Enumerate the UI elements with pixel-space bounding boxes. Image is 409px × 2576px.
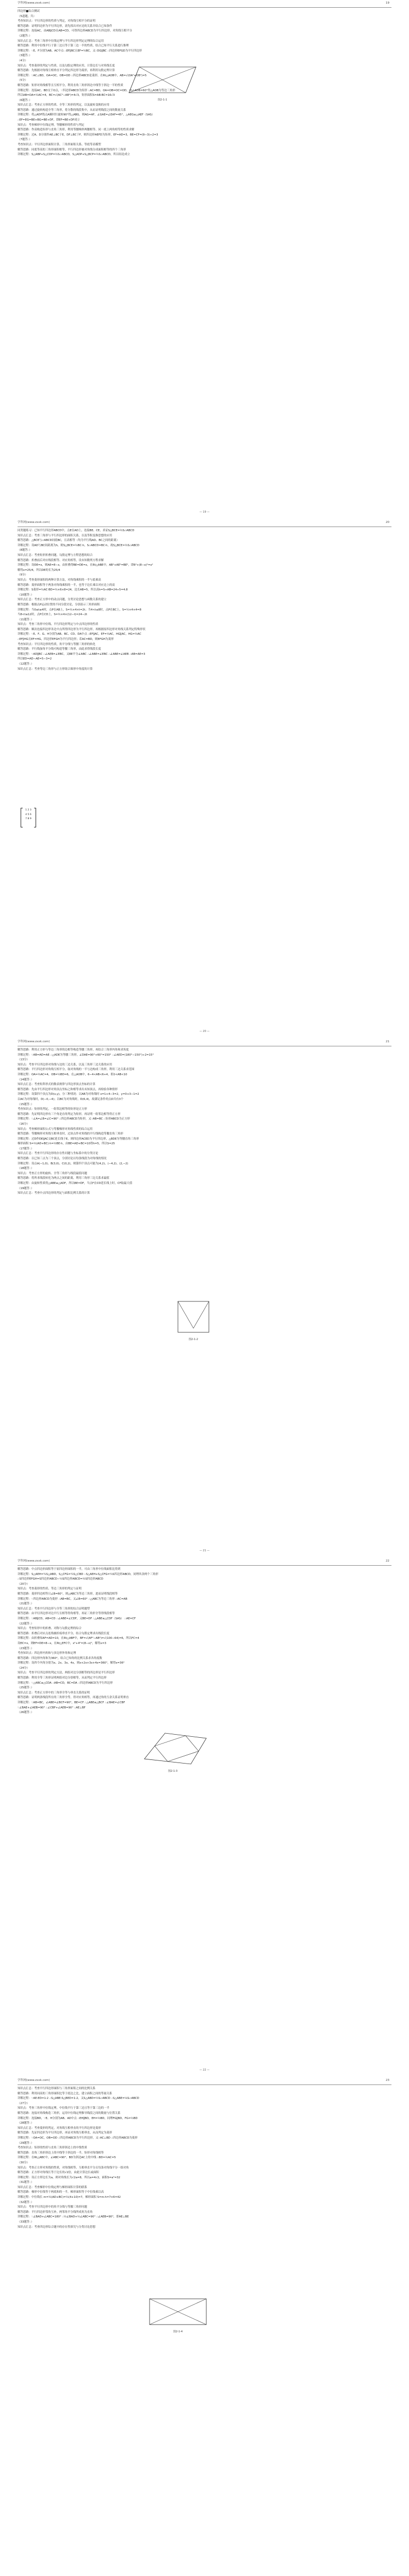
text-line: 解答思路：利用中位线平行于第三边且等于第三边一半的性质，结合已知平行关系进行推理 [18,44,129,48]
text-line: （9分） [18,573,28,577]
text-line: 详解过程：∵E、F分别为AB、AC中点 ∴EF∥BC且EF=½BC，又∵DG∥BC ∴四边形EFGD为平行四边形 [18,49,142,53]
text-line: 详解过程：连接AC、BD交于O点，∵四边形ABCD为矩形 ∴AC=BD，OA=OB=OC=OD，由∠AOB=60°得△AOB为等边三角形 [18,89,175,92]
text-line: （3题答：） [18,54,32,58]
text-line: 详解过程：设DE=x，则AE=8−x，由折叠得BE=DE=x，在Rt△ABE中，AB²+AE²=BE²，即6²+(8−x)²=x² [18,564,153,567]
text-line: 详解过程：∵∠BAD+∠ABC=180° ∴½∠BAD+½∠ABC=90° ∴∠AEB=90°，即AE⊥BE [18,2215,129,2219]
text-line: 详解过程：过D作DE∥AC交BC延长线于E，则四边形ACED为平行四边形，△BDE为等腰直角三角形 [18,1137,139,1141]
text-line: 知识点汇总：考查等边三角形与正方形组合图形中角度的计算 [18,667,93,671]
text-line: 知识点：考查平行四边形的判定方法，两组对边分别相等的四边形是平行四边形 [18,1671,115,1675]
text-line: 详解过程：∵OA=OC，OB=OD ∴四边形ABCD为平行四边形，又∵AC⊥BD ∴四边形ABCD为菱形 [18,2136,138,2140]
page-23 [0,2077,409,2576]
text-line: 当8<t≤12时，点P在CD上，S=½×4×(12−t)=24−2t [18,613,88,617]
text-line: （5分） [18,79,28,82]
text-line: 梯形面积 S=½(AD+BC)·h=½BE·h，由BE=AD+BC=10得h=5，所以S=25 [18,1142,115,1146]
text-line: 解答思路：中点四边形面积等于原四边形面积的一半，可由三角形中位线面积比得到 [18,1568,121,1571]
page-19 [0,0,409,519]
text-line: 知识点汇总：考查矩形折叠问题，勾股定理与方程思想的结合 [18,553,93,557]
text-line: ∴S四边形EFGH=S四边形ABCD−½S四边形ABCD=½S四边形ABCD [18,1578,104,1581]
text-line: 详解过程：S△AEH=¼S△ABD，S△CFG=¼S△CBD ∴S△AEH+S△CFG=¼S四边形ABCD，同理其余两个三角形 [18,1572,158,1576]
text-line: 解答思路：平行四边形对角线互相平分，取对角线的一半与边构成三角形，利用三边关系求范围 [18,1068,135,1072]
text-line: 知识点汇总：考查三角形与平行四边形的面积关系，以及等积变换思想的应用 [18,534,112,537]
page-body [18,1567,391,1716]
text-line: 详解过程：∵四边形ABCD为菱形 ∴AB=BC，又∠B=60° ∴△ABC为等边三角形 ∴AC=AB [18,1597,127,1601]
text-line: 解答思路：菱形面积等于两条对角线乘积的一半，也等于边长乘以对应边上的高 [18,583,115,587]
parallelogram-diagram [124,62,201,98]
text-line: 同类题练习：已知平行四边形ABCD中，点E在AD上，连接BE、CE，求证S△BCE=½S▱ABCD [18,529,135,532]
text-line: 解答思路：同底等高的三角形面积相等，平行四边形被对角线分成面积相等的四个三角形 [18,148,126,151]
text-line: （30分） [18,2161,30,2164]
text-line: 考查知识点：矩形的性质与直角三角形斜边上的中线性质 [18,2146,87,2150]
text-line: 详解过程：∵AB=AD=AE ∴△ADE为等腰三角形，∠DAE=90°+60°=150° ∴∠AED=(180°−150°)÷2=15° [18,1053,154,1057]
matrix-right-bracket [34,808,36,827]
text-line: 解答思路：折叠后对应点连线被折痕垂直平分，结合勾股定理求出线段长度 [18,1632,109,1635]
page-number: 23 [385,2079,389,2082]
text-line: 解答思路：菱形四边相等且∠B=60°，则△ABC为等边三角形，进而证明线段相等 [18,1592,118,1596]
text-line: 四边形■综合测试 [18,10,40,13]
text-line: （31题答：） [18,2181,34,2184]
text-line: 详解过程：∵AB∥CD，AB=CD ∴∠ABE=∠CDF，又BE=DF ∴△ABE≌△CDF（SAS） ∴AE=CF [18,1617,136,1620]
text-line: 详解过程：将△ADF绕点A顺时针旋转90°得△ABG，则AG=AF，∠GAE=∠EAF=45°，△AEG≌△AEF（SAS） [18,113,155,117]
text-line: （10题答：） [18,593,34,597]
text-line: 解答思路：证明四边形为平行四边形，需先找出对应边的关系并结合已知条件 [18,24,112,28]
matrix-row: 1 2 3 [25,809,31,811]
text-line: 解答思路：正方形对角线长等于边长的√2倍，由此计算边长或面积 [18,2171,99,2175]
text-line: 知识点：考查矩形中的折叠、对称与勾股定理的综合 [18,1627,81,1631]
text-line: （7题答：） [18,138,32,142]
text-line: 解答思路：将所求线段转化为两点之间的距离，利用三角形三边关系求最值 [18,1177,109,1180]
text-line: 详解过程：∵AD∥BC ∴∠AEB=∠EBC，又BE平分∠ABC ∴∠ABE=∠EBC ∴∠ABE=∠AEB ∴AB=AE=3 [18,652,145,656]
page-number: 20 [385,521,389,524]
brand-label: 学科网(www.zxxk.com) [18,1560,50,1563]
text-line: 详解过程：连接BD，∵E、H分别为AB、AD中点 ∴EH∥BD，EH=½BD，同理FG∥BD，FG=½BD [18,2116,138,2120]
text-line: 解答思路：由平行四边形对边平行且相等得角相等，再证三角形全等得线段相等 [18,1612,115,1616]
text-line: 解答思路：利用正方形与等边三角形的边相等构造等腰三角形，再结合三角形内角和求角度 [18,1048,129,1052]
matrix-row: 7 8 9 [25,818,31,820]
text-line: 知识点：考查正方形的旋转、全等三角形与线段最值问题 [18,1172,87,1175]
page-footer: — 22 — [199,2069,210,2072]
square-triangle-figure [155,1296,232,1342]
text-line: 考查知识点：平行四边形的性质，角平分线与等腰三角形的转化 [18,642,95,646]
text-line: 详解过程：连接AC，由AB∥CD且AB=CD，可得四边形ABCD为平行四边形，对角线互相平分 [18,29,133,33]
figure-caption: 图2-1-4 [173,2330,183,2333]
page-body [18,529,391,672]
quadrilateral-diagram [134,1728,211,1769]
text-line: 详解过程：由折叠知AF=AD=10，在Rt△ABF中，BF=√(AF²−AB²)=√(100−64)=6，所以FC=4 [18,1637,139,1640]
matrix-row: 4 5 6 [25,813,31,816]
text-line: （23题答：） [18,1647,34,1650]
page-body [18,2087,391,2230]
text-line: ∵∠BAE+∠AEB=90° ∴∠CBF+∠AEB=90° ∴AE⊥BF [18,1706,86,1709]
text-line: 知识点：考查平行四边形中的角平分线与等腰三角形问题 [18,2206,87,2209]
text-line: 详解过程：当0≤t≤4时，点P在AB上，S=½×4×t=2t；当4<t≤8时，点P在BC上，S=½×4×4=8 [18,608,141,612]
text-line: （13分） [18,1058,30,1062]
text-line: 知识点：考查梯形中位线定理，等腰梯形的性质与判定 [18,123,85,127]
text-line: 解答思路：通过旋转构造全等三角形，将分散的线段集中，从而证明线段之间的数量关系 [18,108,126,112]
text-line: 知识点汇总：考查正方形的性质、全等三角形的判定，以及旋转变换的应用 [18,104,109,107]
text-line: （20分） [18,1582,30,1586]
text-line: （2题答：） [18,34,32,38]
page-20 [0,519,409,1039]
text-line: 解答思路：作高构造矩形与直角三角形，利用等腰梯形两腰相等、同一底上两角相等的性质求解 [18,128,135,132]
text-line: 解答思路：根据点P运动位置的不同分段讨论，分别表示三角形面积 [18,603,100,606]
text-line: 解答思路：利用同高的三角形面积比等于底边之比，建立面积之间的等量关系 [18,2092,112,2095]
text-line: 解答思路：以已知三点为三个顶点，分别讨论以每条线段为对角线的情况 [18,1157,107,1161]
text-line: （5道题，共） [18,14,36,18]
quadrilateral-figure [134,1728,211,1773]
brand-label: 学科网(www.zxxk.com) [18,1040,50,1043]
text-line: （17题答：） [18,1147,34,1150]
text-line: 解答思路：顺次连接四边形各边中点所得四边形为平行四边形，再根据原四边形对角线关系判定特殊形状 [18,628,145,631]
text-line: （18题答：） [18,1167,34,1171]
brand-label: 学科网(www.zxxk.com) [18,521,50,524]
number-matrix [21,808,36,827]
text-line: （12题答：） [18,663,34,666]
text-line: 所以AB=OA=½AC=4，BC=√(AC²−AB²)=4√3，矩形面积S=AB·BC=16√3 [18,94,115,97]
text-line: 知识点：考查菱形的判定与性质，以及勾股定理的应用，计算边长与对角线长度 [18,64,115,67]
text-line: 详解过程：设第四个顶点为D(x,y)，分三种情况：以AB为对角线时 x=1+4−3=2，y=0+3−1=2 [18,1093,139,1096]
text-line: （32题答：） [18,2200,34,2204]
page-header [18,2077,391,2085]
matrix-rows [24,808,33,822]
text-line: 详解过程：∵∠A=∠B=∠C=90° ∴四边形ABCD为矩形，又∵AB=BC ∴矩形ABCD为正方形 [18,1117,130,1121]
text-line: 解答思路：直角三角形斜边上的中线等于斜边的一半，矩形对角线相等 [18,2151,104,2155]
rectangle-figure [139,2294,217,2334]
text-line: （21题答：） [18,1602,34,1606]
text-line: 知识点：考查三角形中位线定理，中位线平行于第三边且等于第三边的一半 [18,2107,109,2110]
text-line: 知识点：考查正方形对角线的性质，对角线相等、互相垂直平分且每条对角线平分一组对角 [18,2166,129,2170]
text-line: 知识点汇总：考查梯形中位线定理与梯形面积计算的联系 [18,2185,87,2189]
text-line: （8题答：） [18,549,32,552]
page-header [18,1039,391,1046]
text-line: 知识点：考查菱形的性质、等边三角形的判定与证明 [18,1587,81,1591]
text-line: 详解过程：∵E、F、G、H分别为AB、BC、CD、DA中点 ∴EF∥AC，EF=½AC，HG∥AC，HG=½AC [18,633,141,636]
page-22 [0,1558,409,2077]
page-header [18,1558,391,1566]
brand-label: 学科网(www.zxxk.com) [18,2,50,5]
page-footer: — 19 — [199,511,210,514]
text-line: 所以ED=AD−AE=5−3=2 [18,657,52,661]
text-line: 知识点：考查梯形面积公式与等腰梯形对角线性质的综合运用 [18,1127,93,1131]
text-line: 详解过程：∵AE:ED=1:2 ∴S△ABE:S△BED=1:2，又S△ABD=½S▱ABCD ∴S△ABE=⅙S▱ABCD [18,2097,139,2100]
text-line: 解答思路：四边形内角和为360°，结合已知角的比例关系求各角度数 [18,1656,102,1660]
rectangle-diagram [139,2294,217,2330]
page-21 [0,1039,409,1558]
text-line: 知识点：考查菱形面积的两种计算方法，对角线乘积的一半与底乘高 [18,578,101,582]
text-line: （4分） [18,59,28,62]
text-line: 详解过程：S△ABP+S△CDP=½S▱ABCD，S△ADP+S△BCP=½S▱ABCD，所以结论成立 [18,153,130,157]
text-line: （16分） [18,1122,30,1126]
text-line: （6题答：） [18,98,32,102]
text-line: 知识点汇总：考查平行四边形的存在性问题与坐标系中的分类讨论 [18,1152,99,1156]
text-line: 解答思路：证明两条线段所在的三角形全等，得对应角相等，再通过角的互余关系证明垂直 [18,1696,129,1700]
text-line: 解答思路：利用全等三角形证明两组对边分别相等，从而判定平行四边形 [18,1676,107,1680]
text-line: 详解过程：过A、D分别作AE⊥BC于E，DF⊥BC于F，则四边形AEFD为矩形，EF=AD=3，BE=CF=(9−3)÷2=3 [18,133,158,137]
text-line: 详解过程：∵AC⊥BD，OA=OC，OB=OD ∴四边形ABCD是菱形，在Rt△AOB中，AB=√(OA²+OB²)=5 [18,74,147,77]
brand-label: 学科网(www.zxxk.com) [18,2079,50,2082]
text-line: 解答思路：矩形对角线相等且互相平分，利用直角三角形斜边中线等于斜边一半的性质 [18,83,123,87]
text-line: 知识点汇总：考查平行四边形与全等三角形的综合证明题型 [18,1607,90,1611]
page-footer: — 20 — [199,1030,210,1033]
text-line: 知识点汇总：考查三角形中位线定理与平行四边形判定定理的综合运用 [18,39,104,43]
text-line: 详解过程：在Rt△ABC中，∠ABC=90°，BD为斜边AC上的中线 ∴BD=½AC=5 [18,2156,116,2160]
text-line: 考查知识点：四边形内角和与多边形外角和定理 [18,1652,76,1655]
text-line: 解答思路：先由平行四边形对角顶点坐标之和相等求出未知顶点，再检验各种情形 [18,1088,118,1091]
page-body [18,9,391,158]
page-footer: — 21 — [199,1549,210,1552]
text-line: 详解过程：设点A(−1,0)、B(3,0)、C(0,2)，则第四个顶点可能为(4,2)、(−4,2)、(2,−2) [18,1162,128,1165]
page-header [18,519,391,527]
text-line: 知识点汇总：考查矩阵形式的数表规律与四边形顶点坐标的计算 [18,1083,95,1087]
text-line: 详解过程：∵AB=BC，∠ABE=∠BCF=90°，BE=CF ∴△ABE≌△BCF ∴∠BAE=∠CBF [18,1701,125,1705]
text-line: （27分） [18,2102,30,2105]
text-line: 详解过程：中位线长 m=½(AD+BC)=½(4+10)=7，梯形面积 S=m·h=7×6=42 [18,2196,121,2199]
text-line: 以AC为对角线时，D(−0,−4)；以BC为对角线时，D(6,4)，故满足条件的点D共有3个 [18,1097,124,1101]
text-line: （11题答：） [18,618,34,621]
text-line: （24分） [18,1666,30,1670]
text-line: 解答思路：折叠前后对应线段相等、对应角相等，设未知数列方程求解 [18,558,104,562]
text-line: （19题答：） [18,1187,34,1190]
text-line: 详解过程：S菱形=½AC·BD=½×6×8=24，边长AB=5，所以高h=S÷AB=24÷5=4.8 [18,588,128,592]
text-line: 解得x=25/4，所以DE的长为25/4 [18,568,60,572]
text-line: 设EC=x，则EF=DE=8−x，在Rt△EFC中，x²+4²=(8−x)²，解得x=3 [18,1641,106,1645]
text-line: （33题答：） [18,2221,34,2224]
page-number: 22 [385,1560,389,1563]
text-line: 知识点：考查平行四边形对角线与边的三边关系，以及三角形三边关系的应用 [18,1063,112,1066]
text-line: 详解过程：设正方形边长为a，则对角线长为√2a=8，所以a=4√2，面积S=a²=32 [18,2176,121,2179]
text-line: 解答思路：平行四边形邻角互补，两邻角平分线所成角为直角 [18,2210,93,2214]
text-line: 知识点汇总：考查菱形的判定，对角线互相垂直的平行四边形是菱形 [18,2126,101,2130]
text-line: 详解过程：OA=½AC=4，OB=½BD=6，在△AOB中，6−4<AB<6+4，即2<AB<10 [18,1073,127,1076]
text-line: 知识点汇总：考查正方形中的动点问题，分类讨论思想与函数关系的建立 [18,598,107,602]
matrix-left-bracket [21,808,23,827]
figure-caption: 图2-1-2 [188,1338,199,1341]
figure-caption: 图2-1-1 [157,98,168,101]
text-line: 知识点汇总：考查四边形综合题中的存在性探究与分类讨论思想 [18,2225,95,2229]
text-line: 详解过程：∵△ABC≌△CDA ∴AB=CD，BC=DA ∴四边形ABCD为平行四边形 [18,1681,113,1685]
page-number: 21 [385,1040,389,1043]
figure-caption: 图2-1-3 [168,1770,178,1773]
text-line: （22题答：） [18,1622,34,1625]
text-line: 详解过程：设AD与BC间距离为h，则S△BCE=½BC·h，S▱ABCD=BC·h，故S△BCE=½S▱ABCD [18,544,140,547]
text-line: ∴EF∥HG且EF=HG，四边形EFGH为平行四边形；若AC=BD，则EFGH为菱形 [18,638,114,641]
page-number: 19 [385,2,389,5]
text-line: （25题答：） [18,1686,34,1690]
text-line: 解答思路：先证四边形为平行四边形，再证对角线互相垂直，从而判定为菱形 [18,2131,112,2135]
text-line: 考查知识点：矩形的判定，一组邻边相等的矩形是正方形 [18,1108,87,1111]
text-line: 解答思路：等腰梯形对角线互相垂直时，过顶点作对角线的平行线构造等腰直角三角形 [18,1132,123,1136]
text-line: 解答思路：先证明四边形有三个角是直角判定为矩形，再证明一组邻边相等得正方形 [18,1112,121,1116]
square-triangle-diagram [155,1296,232,1337]
text-line: 知识点汇总：考查中点四边形的判定与面积比例关系的计算 [18,1192,90,1195]
text-line: 考查知识点：平行四边形面积计算、三角形面积关系、等底等高模型 [18,143,101,147]
text-line: 详解过程：设四个内角分别为x、2x、3x、4x，则x+2x+3x+4x=360°，解得x=36° [18,1662,125,1665]
text-line: ∴EF=EG=BE+BG=BE+DF，即EF=BE+DF成立 [18,118,80,122]
parallelogram-figure [124,62,201,102]
text-line: 详解过程：由旋转性质得△ABE≌△ADF，所以BE=DF，当点F在CD延长线上时，CF取最大值 [18,1182,133,1185]
text-line: （14题答：） [18,1078,34,1081]
page-header [18,0,391,8]
text-line: （26题答：） [18,1711,34,1715]
text-line: 解答思路：连接对角线构造三角形，运用中位线定理推导线段之间的数量与位置关系 [18,2111,121,2115]
text-line: 知识点汇总：考查平行四边形面积与三角形面积之间的比例关系 [18,2087,95,2090]
text-line: 考查知识点：平行四边形的性质与判定，对角线互相平分的证明 [18,20,95,23]
text-line: （29题答：） [18,2141,34,2145]
text-line: 解答思路：平行线加角平分线可构造等腰三角形，由此求得线段长度 [18,648,101,651]
text-line: 知识点汇总：考查正方形中的三角形全等与垂直关系的证明 [18,1691,90,1694]
text-line: 解答思路：△BCE与▱ABCD同底BC，且高相等（均为平行线AD、BC之间的距离） [18,539,119,543]
text-line: 知识点：考查三角形中位线、平行四边形判定与中点四边形的性质 [18,623,99,626]
text-line: （15题答：） [18,1103,34,1106]
text-line: （28题答：） [18,2122,34,2125]
page-body [18,1048,391,1196]
text-line: 解答思路：梯形中位线等于两底和的一半，梯形面积等于中位线乘以高 [18,2191,104,2194]
text-line: 解答思路：先根据对角线互相垂直平分判定四边形为菱形，再利用勾股定理计算 [18,69,115,73]
